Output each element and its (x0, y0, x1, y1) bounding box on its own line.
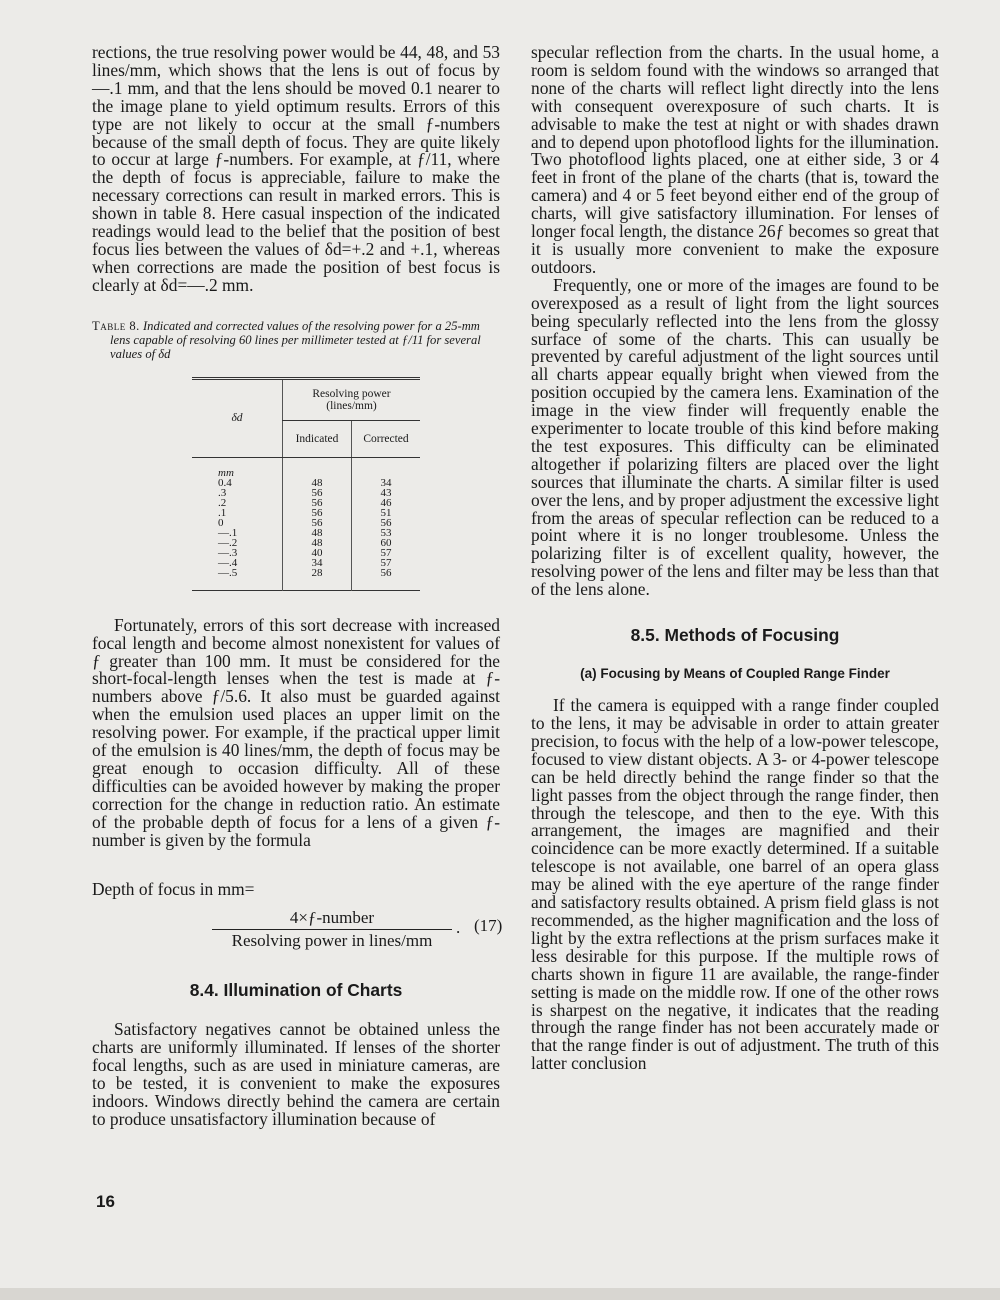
delta-d-cell: 0 (218, 516, 224, 529)
fraction-bar (212, 929, 452, 930)
depth-of-focus-formula (212, 908, 503, 954)
formula-numerator: 4×ƒ-number (289, 908, 375, 928)
table-label: Table 8. (92, 318, 140, 333)
indicated-cell: 56 (283, 518, 352, 528)
corrected-cell: 56 (352, 568, 421, 591)
section-heading: 8.5. Methods of Focusing (630, 625, 840, 646)
indicated-cell: 28 (283, 568, 352, 591)
table-row (192, 568, 420, 591)
indicated-cell: 34 (283, 558, 352, 568)
delta-d-cell: —.2 (218, 536, 238, 549)
subsection-heading: (a) Focusing by Means of Coupled Range Finder (580, 666, 890, 682)
equation-number: (17) (474, 916, 503, 936)
delta-d-cell: .1 (218, 506, 227, 519)
formula-period: . (456, 918, 461, 938)
corrected-cell: 34 (352, 478, 421, 488)
delta-d-cell: —.4 (218, 556, 238, 569)
paragraph: Fortunately, errors of this sort decrease with increased focal length and become almost nonexistent for values of ƒ greater than 100 mm. It must be considered for the short-focal-length lenses when the test is made at ƒ-numbers above ƒ/5.6. It also must be guarded against when the emulsion used places an upper limit on the resolving power. For example, if the practical upper limit of the emulsion is 40 lines/mm, the depth of focus may be great enough to occasion difficulty. All of these difficulties can be avoided however by making the proper correction for the change in reduction ratio. An estimate of the probable depth of focus for a lens of a given ƒ-number is given by the formula (92, 614, 500, 850)
section-heading: 8.4. Illumination of Charts (189, 980, 403, 1001)
column-header-indicated: Indicated (283, 420, 352, 457)
table-caption (92, 319, 500, 361)
delta-d-cell: 0.4 (218, 476, 232, 489)
corrected-cell: 51 (352, 508, 421, 518)
delta-d-cell: —.3 (218, 546, 238, 559)
resolving-power-table (192, 377, 420, 591)
column-header-corrected: Corrected (352, 420, 421, 457)
formula-denominator: Resolving power in lines/mm (231, 931, 433, 951)
page-edge (0, 1288, 1000, 1300)
paragraph: Frequently, one or more of the images are found to be overexposed as a result of light from the light sources being specularly reflected into the lens from the glossy surface of some of the charts. This can usually be prevented by careful adjustment of the light sources until all charts appear equally bright when viewed from the position occupied by the camera lens. Examination of the image in the view finder will frequently enable the experimenter to locate trouble of this kind before making the test exposures. This difficulty can be eliminated altogether if polarizing filters are placed over the light sources that illuminate the charts. A similar filter is used over the lens, and by proper adjustment the excessive light from the areas of specular reflection can be reduced to a point where it is no longer troublesome. Unless the polarizing filter is of excellent quality, however, the resolving power of the lens and filter may be less than that of the lens alone. (531, 274, 939, 600)
formula-intro: Depth of focus in mm= (92, 879, 255, 900)
delta-d-cell: .3 (218, 486, 227, 499)
delta-d-cell: .2 (218, 496, 227, 509)
column-header-resolving-power: Resolving power (lines/mm) (283, 378, 421, 420)
indicated-cell: 48 (283, 528, 352, 538)
delta-d-cell: —.1 (218, 526, 238, 539)
delta-d-cell: —.5 (218, 566, 238, 579)
page-number: 16 (96, 1192, 115, 1211)
corrected-cell: 56 (352, 518, 421, 528)
table-caption-text: Indicated and corrected values of the resolving power for a 25-mm lens capable of resolving 60 lines per millimeter tested at ƒ/11 for several values of δd (110, 318, 481, 361)
indicated-cell: 56 (283, 508, 352, 518)
corrected-cell: 43 (352, 488, 421, 498)
paragraph: specular reflection from the charts. In the usual home, a room is seldom found with the windows so arranged that none of the charts will reflect light directly into the lens with consequent overexposure of such charts. It is advisable to make the test at night or with shades drawn and to depend upon photoflood lights for the illumination. Two photoflood lights placed, one at either side, 3 or 4 feet in front of the plane of the charts (that is, toward the camera) and 4 or 5 feet beyond either end of the group of charts, will give satisfactory illumination. For lenses of longer focal length, the distance 26ƒ becomes so great that it is usually more convenient to make the exposure outdoors. (531, 42, 939, 277)
right-column (531, 44, 939, 1073)
column-header-delta-d: δd (192, 378, 283, 457)
corrected-cell: 46 (352, 498, 421, 508)
corrected-cell: 60 (352, 538, 421, 548)
table-body (192, 457, 420, 590)
indicated-cell: 48 (283, 478, 352, 488)
paragraph: If the camera is equipped with a range finder coupled to the lens, it may be advisable in order to attain greater precision, to focus with the help of a low-power telescope, focused to view distant objects. A 3- or 4-power telescope can be held directly behind the range finder so that the light passes from the object through the range finder, then through the telescope, and then to the eye. With this arrangement, the images are magnified and their coincidence can be more exactly determined. If a suitable telescope is not available, one barrel of an opera glass may be alined with the eye aperture of the range finder and satisfactory results obtained. A prism field glass is not recommended, as the higher magnification and the loss of light by the extra reflections at the prism surfaces make it less desirable for this purpose. If the multiple rows of charts shown in figure 11 are available, the range-finder setting is made on the middle row. If one of the other rows is sharpest on the negative, it indicates that the reading through the range finder has not been accurately made or that the range finder is out of adjustment. The truth of this latter conclusion (531, 695, 939, 1074)
corrected-cell: 53 (352, 528, 421, 538)
paragraph: Satisfactory negatives cannot be obtained unless the charts are uniformly illuminated. If lenses of the shorter focal lengths, such as are used in miniature cameras, are to be tested, it is convenient to make the exposures indoors. Windows directly behind the camera are certain to produce unsatisfactory illumination because of (92, 1019, 500, 1129)
corrected-cell: 57 (352, 548, 421, 558)
indicated-cell: 56 (283, 488, 352, 498)
indicated-cell: 48 (283, 538, 352, 548)
left-column (92, 42, 503, 1129)
indicated-cell: 40 (283, 548, 352, 558)
indicated-cell: 56 (283, 498, 352, 508)
corrected-cell: 57 (352, 558, 421, 568)
unit-label: mm (218, 466, 234, 479)
paragraph: rections, the true resolving power would be 44, 48, and 53 lines/mm, which shows that the lens is out of focus by —.1 mm, and that the lens should be moved 0.1 nearer to the image plane to yield optimum results. Errors of this type are not likely to occur at the small ƒ-numbers because of the small depth of focus. They are quite likely to occur at large ƒ-numbers. For example, at ƒ/11, where the depth of focus is appreciable, failure to make the necessary corrections can result in marked errors. This is shown in table 8. Here casual inspection of the indicated readings would lead to the belief that the position of best focus lies between the values of δd=+.2 and +.1, whereas when corrections are made the position of best focus is clearly at δd=—.2 mm. (92, 42, 500, 295)
